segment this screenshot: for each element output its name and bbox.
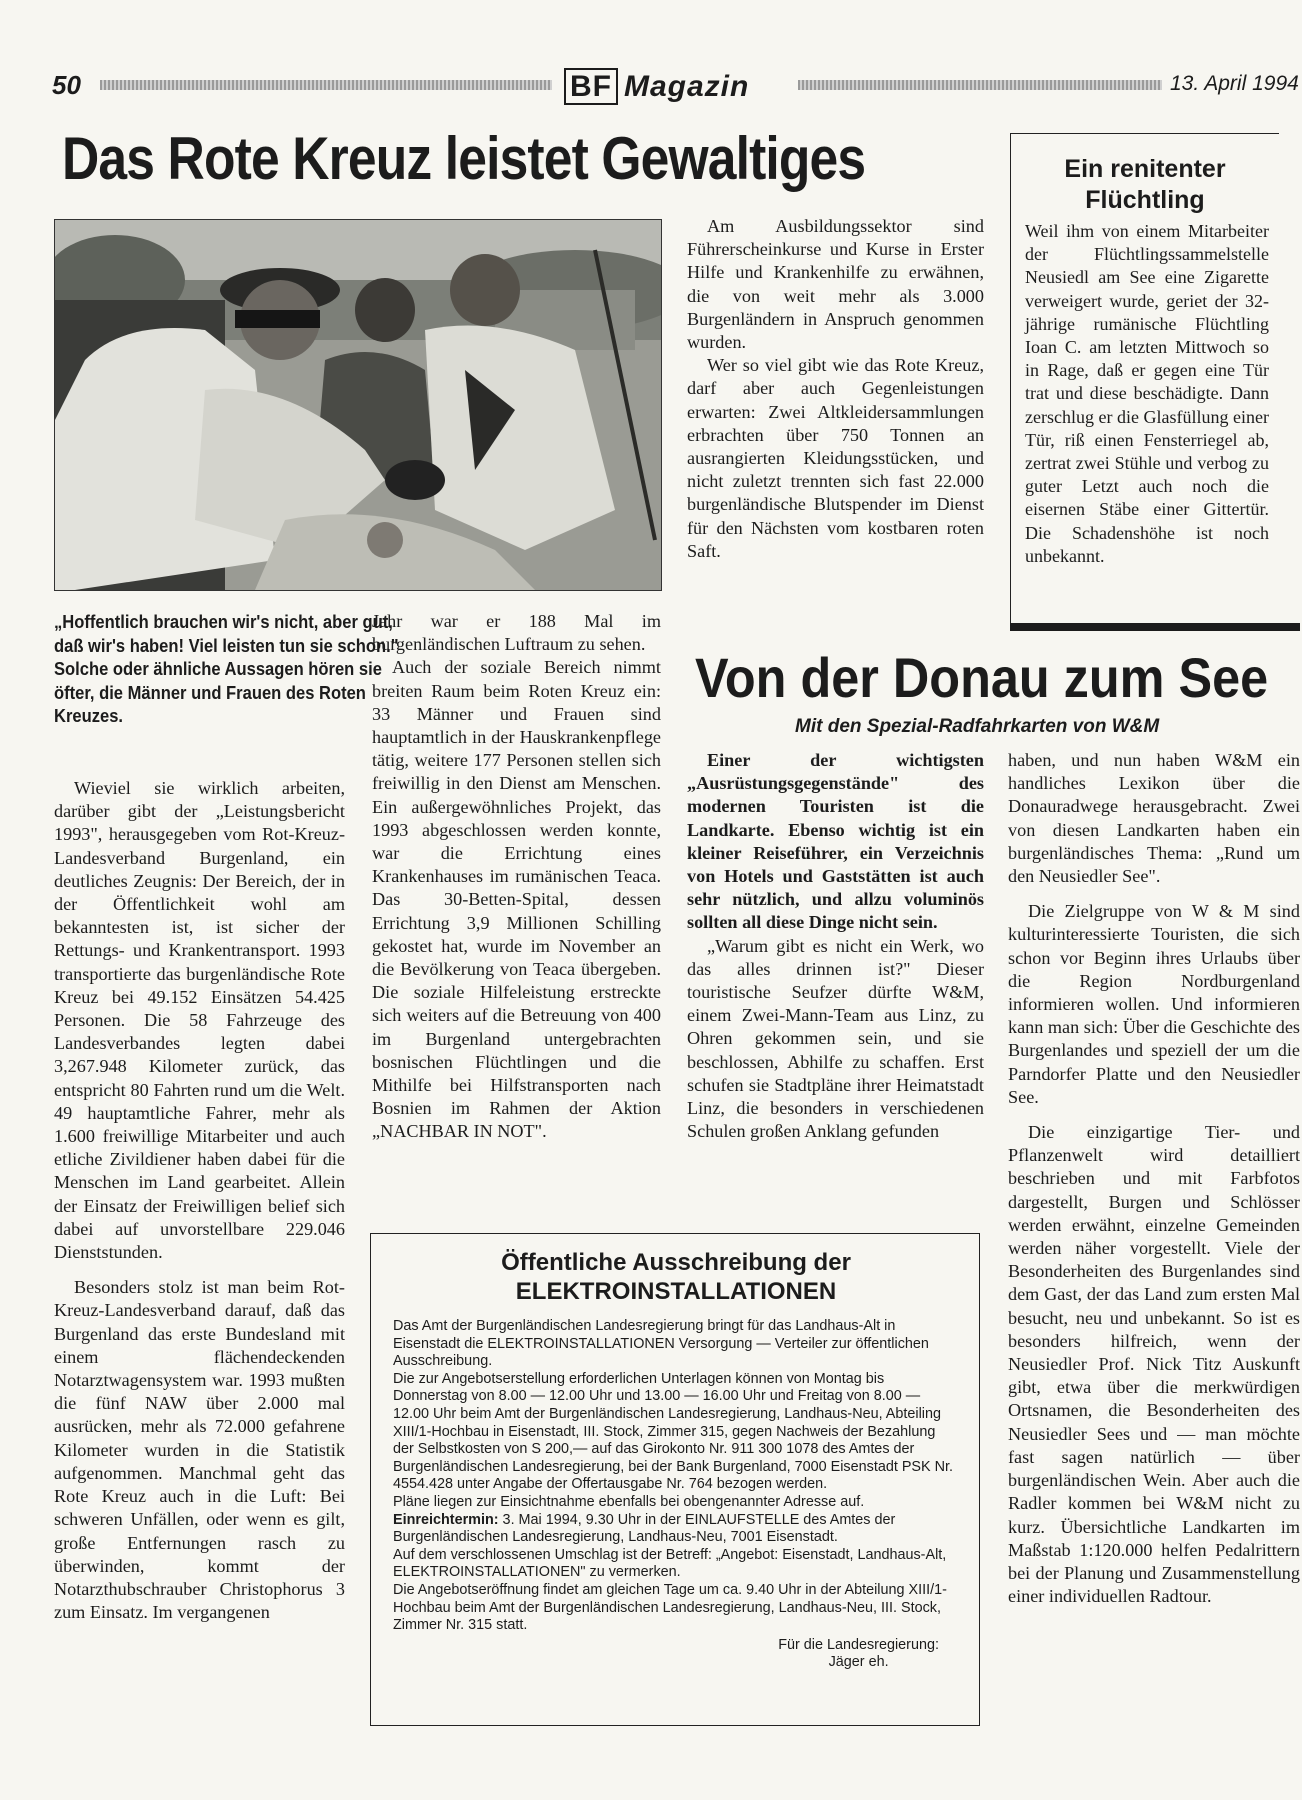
ad-title-line-1: Öffentliche Ausschreibung der: [501, 1249, 851, 1276]
red-cross-photo: [54, 219, 662, 591]
paragraph: „Warum gibt es nicht ein Werk, wo das alles drinnen ist?" Dieser touristische Seufzer dürfte W&M, einem Zwei-Mann-Team aus Linz, zu Ohren gekommen sein, und sie beschlossen, Abhilfe zu schaffen. Erst schufen sie Stadtpläne ihrer Heimatstadt Linz, die besonders in verschiedenen Schulen großen Anklang gefunden: [687, 935, 984, 1142]
main-column-2: [372, 610, 661, 1144]
paragraph: Jahr war er 188 Mal im burgenländischen Luftraum zu sehen.: [372, 611, 661, 655]
paragraph: Wer so viel gibt wie das Rote Kreuz, darf aber auch Gegenleistungen erwarten: Zwei Altkleidersammlungen erbrachten über 750 Tonnen an ausrangierten Kleidungsstücken, und nicht zuletzt trennten sich fast 22.000 burgenländische Blutspender im Dienst für den Nächsten vom kostbaren roten Saft.: [687, 355, 984, 561]
ad-signature: [393, 1637, 959, 1672]
header-rule-left: [100, 80, 552, 90]
logo-word: Magazin: [624, 70, 750, 103]
ad-title-line-2: ELEKTROINSTALLATIONEN: [515, 1278, 837, 1305]
tender-advertisement: [370, 1233, 980, 1726]
ad-paragraph: Das Amt der Burgenländischen Landesregierung bringt für das Landhaus-Alt in Eisenstadt die ELEKTROINSTALLATIONEN Versorgung — Verteiler zur öffentlichen Ausschreibung.: [393, 1318, 929, 1370]
ad-paragraph: Die Angebotseröffnung findet am gleichen Tage um ca. 9.40 Uhr in der Abteilung XIII/1-Hochbau beim Amt der Burgenländischen Landesregierung, Landhaus-Neu, III. Stock, Zimmer Nr. 315 statt.: [393, 1581, 947, 1634]
sidebar-bottom-rule: [1010, 623, 1300, 631]
issue-date: 13. April 1994: [1170, 72, 1299, 95]
sidebar-text: Weil ihm von einem Mitarbeiter der Flüchtlingssammelstelle Neusiedl am See eine Zigarette verweigert wurde, geriet der 32-jährige rumänische Flüchtling Ioan C. am letzten Mittwoch so in Rage, daß er gegen eine Tür trat und diese beschädigte. Dann zerschlug er die Glasfüllung einer Tür, riß einen Fensterriegel ab, zertrat zwei Stühle und verbog zu guter Letzt auch noch die eisernen Stäbe einer Gittertür. Die Schadenshöhe ist noch unbekannt.: [1025, 221, 1269, 566]
ad-deadline-label: Einreichtermin:: [393, 1511, 499, 1528]
sidebar-title: Ein renitenter Flüchtling: [1064, 155, 1226, 214]
magazine-logo: [564, 70, 749, 104]
page-number: 50: [52, 70, 81, 100]
ad-body: [393, 1318, 959, 1635]
paragraph: haben, und nun haben W&M ein handliches Lexikon über die Donauradwege herausgebracht. Zwei von diesen Landkarten haben ein burgenländisches Thema: „Rund um den Neusiedler See".: [1008, 750, 1300, 887]
main-column-3: [687, 215, 984, 563]
main-column-1: [54, 777, 345, 1624]
ad-sign-line-1: Für die Landesregierung:: [778, 1636, 939, 1653]
second-subheadline: Mit den Spezial-Radfahrkarten von W&M: [795, 716, 1160, 737]
paragraph: Auch der soziale Bereich nimmt breiten Raum beim Roten Kreuz ein: 33 Männer und Frauen sind hauptamtlich in der Hauskrankenpflege tätig, weitere 177 Personen stellen sich freiwillig in den Dienst am Menschen. Ein außergewöhnliches Projekt, das 1993 abgeschlossen werden konnte, war die Errichtung eines Krankenhauses im rumänischen Teaca. Das 30-Betten-Spital, dessen Errichtung 3,9 Millionen Schilling gekostet hat, wurde im November an die Bevölkerung von Teaca übergeben. Die soziale Hilfeleistung erstreckte sich weiters auf die Betreuung von 400 im Burgenland untergebrachten bosnischen Flüchtlingen und die Mithilfe bei Hilfstransporten nach Bosnien im Rahmen der Aktion „NACHBAR IN NOT".: [372, 657, 661, 1142]
second-column-2: [1008, 749, 1300, 1608]
paragraph: Die Zielgruppe von W & M sind kulturinteressierte Touristen, die sich schon vor Beginn ihres Urlaubs über die Region Nordburgenland informieren wollen. Und informieren kann man sich: Über die Geschichte des Burgenlandes und speziell der um die Parndorfer Platte und den Neusiedler See.: [1008, 901, 1300, 1107]
photo-illustration: [55, 220, 661, 590]
ad-sign-line-2: Jäger eh.: [828, 1654, 889, 1671]
paragraph: Wieviel sie wirklich arbeiten, darüber gibt der „Leistungsbericht 1993", herausgegeben vom Rot-Kreuz-Landesverband Burgenland, ein deutliches Zeugnis: Der Bereich, der in der Öffentlichkeit wohl am bekanntesten ist, ist sicher der Rettungs- und Krankentransport. 1993 transportierte das burgenländische Rote Kreuz bei 49.152 Einsätzen 54.425 Personen. Die 58 Fahrzeuge des Landesverbandes legten dabei 3,267.948 Kilometer zurück, das entspricht 80 Fahrten rund um die Welt. 49 hauptamtliche Fahrer, mehr als 1.600 freiwillige Mitarbeiter und auch etliche Zivildiener haben dabei für die Menschen im Land gearbeitet. Allein der Einsatz der Freiwilligen belief sich dabei auf unvorstellbare 229.046 Dienststunden.: [54, 778, 345, 1263]
paragraph: Am Ausbildungssektor sind Führerscheinkurse und Kurse in Erster Hilfe und Krankenhilfe zu erwähnen, die von weit mehr als 3.000 Burgenländern in Anspruch genommen wurden.: [687, 216, 984, 353]
sidebar-news-box: [1010, 133, 1279, 625]
paragraph: Die einzigartige Tier- und Pflanzenwelt wird detailliert beschrieben und mit Farbfotos dargestellt, Burgen und Schlösser werden erwähnt, einzelne Gemeinden werden näher vorgestellt. Viele der Besonderheiten des Burgenlandes sind dem Gast, der das Land zum ersten Mal besucht, neu und unbekannt. So ist es besonders hilfreich, wenn der Neusiedler Prof. Nick Titz Auskunft gibt, etwa über die merkwürdigen Ortsnamen, die Besonderheiten des Neusiedler Sees und — man möchte fast sagen natürlich — über burgenländischen Wein. Aber auch die Radler kommen bei W&M nicht zu kurz. Übersichtliche Landkarten im Maßstab 1:120.000 helfen Pedalrittern bei der Planung und Zusammenstellung einer individuellen Radtour.: [1008, 1122, 1300, 1607]
ad-paragraph: Die zur Angebotserstellung erforderlichen Unterlagen können von Montag bis Donnerstag von 8.00 — 12.00 Uhr und 13.00 — 16.00 Uhr und Freitag von 8.00 — 12.00 Uhr beim Amt der Burgenländischen Landesregierung, Landhaus-Neu, Abteiling XIII/1-Hochbau in Eisenstadt, III. Stock, Zimmer 315, gegen Nachweis der Bezahlung der Selbstkosten von S 200,— auf das Girokonto Nr. 911 300 1078 des Amtes der Burgenländischen Landesregierung, bei der Bank Burgenland, 7000 Eisenstadt PSK Nr. 4554.428 unter Angabe der Offertausgabe Nr. 764 bezogen werden.: [393, 1370, 954, 1493]
ad-paragraph: Auf dem verschlossenen Umschlag ist der Betreff: „Angebot: Eisenstadt, Landhaus-Alt, ELEKTROINSTALLATIONEN" zu vermerken.: [393, 1546, 947, 1581]
ad-deadline-text: 3. Mai 1994, 9.30 Uhr in der EINLAUFSTELLE des Amtes der Burgenländischen Landesregierung, Landhaus-Neu, 7001 Eisenstadt.: [393, 1511, 896, 1546]
logo-box: BF: [564, 68, 618, 105]
paragraph: Besonders stolz ist man beim Rot-Kreuz-Landesverband darauf, daß das Burgenland das erste Bundesland mit einem flächendeckenden Notarztwagensystem war. 1993 mußten die fünf NAW über 2.000 mal ausrücken, mehr als 72.000 gefahrene Kilometer wurden in die Statistik aufgenommen. Manchmal geht das Rote Kreuz auch in die Luft: Bei schweren Unfällen, oder wenn es gilt, große Entfernungen rasch zu überwinden, kommt der Notarzthubschrauber Christophorus 3 zum Einsatz. Im vergangenen: [54, 1277, 345, 1623]
ad-paragraph: Pläne liegen zur Einsichtnahme ebenfalls bei obengenannter Adresse auf.: [393, 1493, 865, 1510]
second-headline: Von der Donau zum See: [695, 646, 1269, 709]
main-headline: Das Rote Kreuz leistet Gewaltiges: [62, 125, 866, 192]
main-lead: „Hoffentlich brauchen wir's nicht, aber gut, daß wir's haben! Viel leisten tun sie schon." Solche oder ähnliche Aussagen hören sie öfter, die Männer und Frauen des Roten Kreuzes.: [54, 612, 399, 726]
header-rule-right: [798, 80, 1162, 90]
ad-paragraph: [393, 1512, 959, 1547]
second-column-1: [687, 749, 984, 1143]
bold-lead: Einer der wichtigsten „Ausrüstungsgegenstände" des modernen Touristen ist die Landkarte. Ebenso wichtig ist ein kleiner Reiseführer, ein Verzeichnis von Hotels und Gaststätten ist auch sehr nützlich, und allzu voluminös sollten all diese Dinge nicht sein.: [687, 750, 984, 933]
